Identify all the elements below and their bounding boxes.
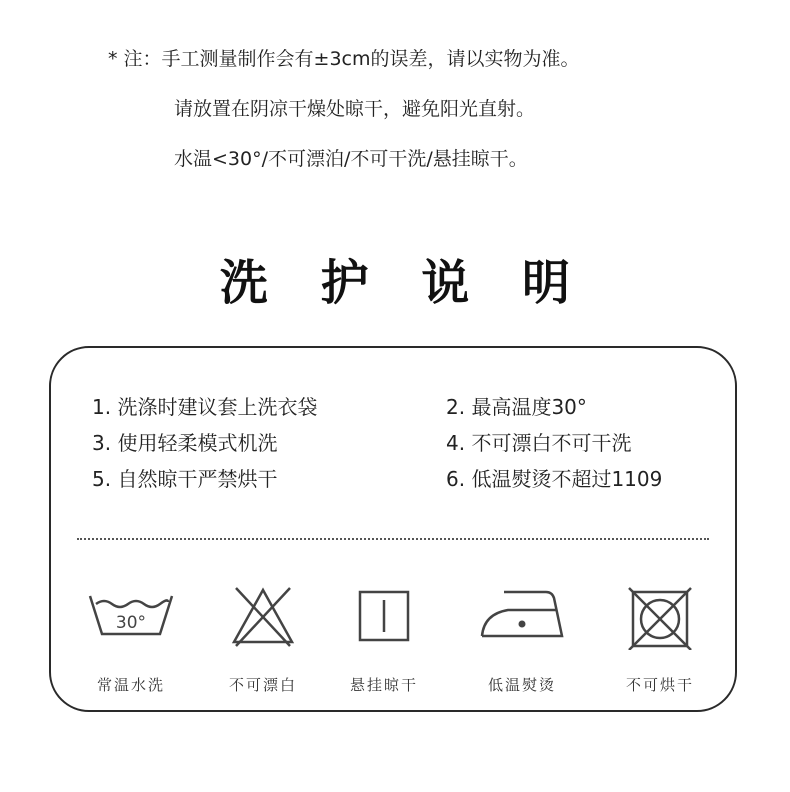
wash-temp-text: 30° xyxy=(115,613,147,633)
care-item-no-tumble-dry xyxy=(595,584,725,650)
instruction-5: 5. 自然晾干严禁烘干 xyxy=(92,467,278,491)
instruction-6: 6. 低温熨烫不超过1109 xyxy=(446,467,663,491)
no-tumble-dry-icon xyxy=(625,584,695,650)
care-label-wash: 常温水洗 xyxy=(96,676,165,694)
no-bleach-icon xyxy=(228,584,298,650)
low-iron-icon xyxy=(474,584,570,644)
care-label-line-dry: 悬挂晾干 xyxy=(349,676,418,694)
care-item-wash xyxy=(66,584,196,644)
note-measurement-error: * 注：手工测量制作会有±3cm的误差，请以实物为准。 xyxy=(108,48,580,70)
note-water-temperature: 水温<30°/不可漂泊/不可干洗/悬挂晾干。 xyxy=(174,148,528,170)
instruction-2: 2. 最高温度30° xyxy=(446,395,587,419)
instruction-4: 4. 不可漂白不可干洗 xyxy=(446,431,632,455)
care-instructions-card xyxy=(49,346,737,712)
instruction-1: 1. 洗涤时建议套上洗衣袋 xyxy=(92,395,318,419)
wash-basin-30-icon xyxy=(86,584,176,644)
care-item-no-bleach xyxy=(198,584,328,650)
care-label-low-iron: 低温熨烫 xyxy=(487,676,556,694)
line-dry-icon xyxy=(354,584,414,644)
care-label-no-tumble-dry: 不可烘干 xyxy=(625,676,694,694)
care-item-low-iron xyxy=(457,584,587,644)
dotted-divider xyxy=(77,538,709,540)
care-item-line-dry xyxy=(319,584,449,644)
page-title: 洗 护 说 明 xyxy=(219,255,589,311)
care-label-no-bleach: 不可漂白 xyxy=(228,676,297,694)
instruction-3: 3. 使用轻柔模式机洗 xyxy=(92,431,278,455)
note-dry-in-shade: 请放置在阴凉干燥处晾干，避免阳光直射。 xyxy=(174,98,536,120)
